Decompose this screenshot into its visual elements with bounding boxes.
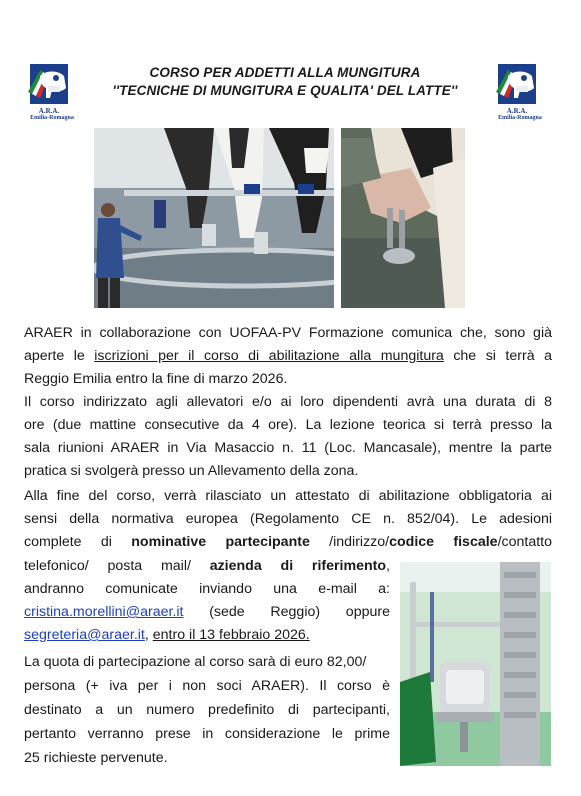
paragraph-1-line-2: aperte le iscrizioni per il corso di abilitazione alla mungitura che si terrà a (24, 348, 552, 364)
cow-emblem-icon (494, 62, 540, 106)
paragraph-1-line-1: ARAER in collaborazione con UOFAA-PV Formazione comunica che, sono già (24, 325, 552, 341)
paragraph-3-line-3: complete di nominative partecipante /indirizzo/codice fiscale/contatto (24, 534, 552, 550)
paragraph-3-line-4: telefonico/ posta mail/ azienda di riferimento, (24, 558, 390, 574)
paragraph-1-line-3: Reggio Emilia entro la fine di marzo 2026. (24, 371, 288, 387)
document-subtitle: ''TECNICHE DI MUNGITURA E QUALITA' DEL LATTE'' (112, 83, 458, 98)
logo-caption-2: Emilia-Romagna (30, 115, 74, 121)
paragraph-4-line-2: persona (+ iva per i non soci ARAER). Il corso è (24, 678, 390, 694)
paragraph-3-line-2: sensi della normativa europea (Regolamento CE n. 852/04). Le adesioni (24, 511, 552, 527)
paragraph-3-line-1: Alla fine del corso, verrà rilasciato un attestato di abilitazione obbligatoria ai (24, 488, 552, 504)
deadline-text: entro il 13 febbraio 2026. (152, 627, 310, 643)
paragraph-4-line-3: destinato a un numero predefinito di partecipanti, (24, 702, 390, 718)
logo-caption-1: A.R.A. (506, 107, 528, 115)
milking-parlor-photo (94, 128, 334, 308)
email-link-reggio[interactable]: cristina.morellini@araer.it (24, 604, 184, 620)
registration-highlight: iscrizioni per il corso di abilitazione alla mungitura (94, 348, 444, 364)
cow-emblem-icon (26, 62, 72, 106)
udder-closeup-photo (341, 128, 465, 308)
paragraph-4-line-4: pertanto verranno prese in considerazione le prime (24, 726, 390, 742)
logo-caption-1: A.R.A. (38, 107, 60, 115)
paragraph-2-line-3: sala riunioni ARAER in Via Masaccio n. 11 (Loc. Mancasale), mentre la parte (24, 440, 552, 456)
araer-logo-left (24, 62, 74, 124)
email-link-segreteria[interactable]: segreteria@araer.it (24, 627, 145, 643)
paragraph-4-line-5: 25 richieste pervenute. (24, 750, 168, 766)
document-title: CORSO PER ADDETTI ALLA MUNGITURA (149, 65, 421, 80)
paragraph-3-line-6: cristina.morellini@araer.it (sede Reggio) oppure (24, 604, 390, 620)
paragraph-2-line-1: Il corso indirizzato agli allevatori e/o ai loro dipendenti avrà una durata di 8 (24, 394, 552, 410)
paragraph-2-line-4: pratica si svolgerà presso un Allevamento della zona. (24, 463, 359, 479)
paragraph-3-line-5: andranno comunicate inviando una e-mail a: (24, 581, 390, 597)
milking-equipment-photo (400, 562, 551, 766)
paragraph-4-line-1: La quota di partecipazione al corso sarà di euro 82,00/ (24, 654, 367, 670)
paragraph-3-line-7: segreteria@araer.it, entro il 13 febbraio 2026. (24, 627, 310, 643)
logo-caption-2: Emilia-Romagna (498, 115, 542, 121)
araer-logo-right (492, 62, 542, 124)
paragraph-2-line-2: ore (due mattine consecutive da 4 ore). La lezione teorica si terrà presso la (24, 417, 552, 433)
